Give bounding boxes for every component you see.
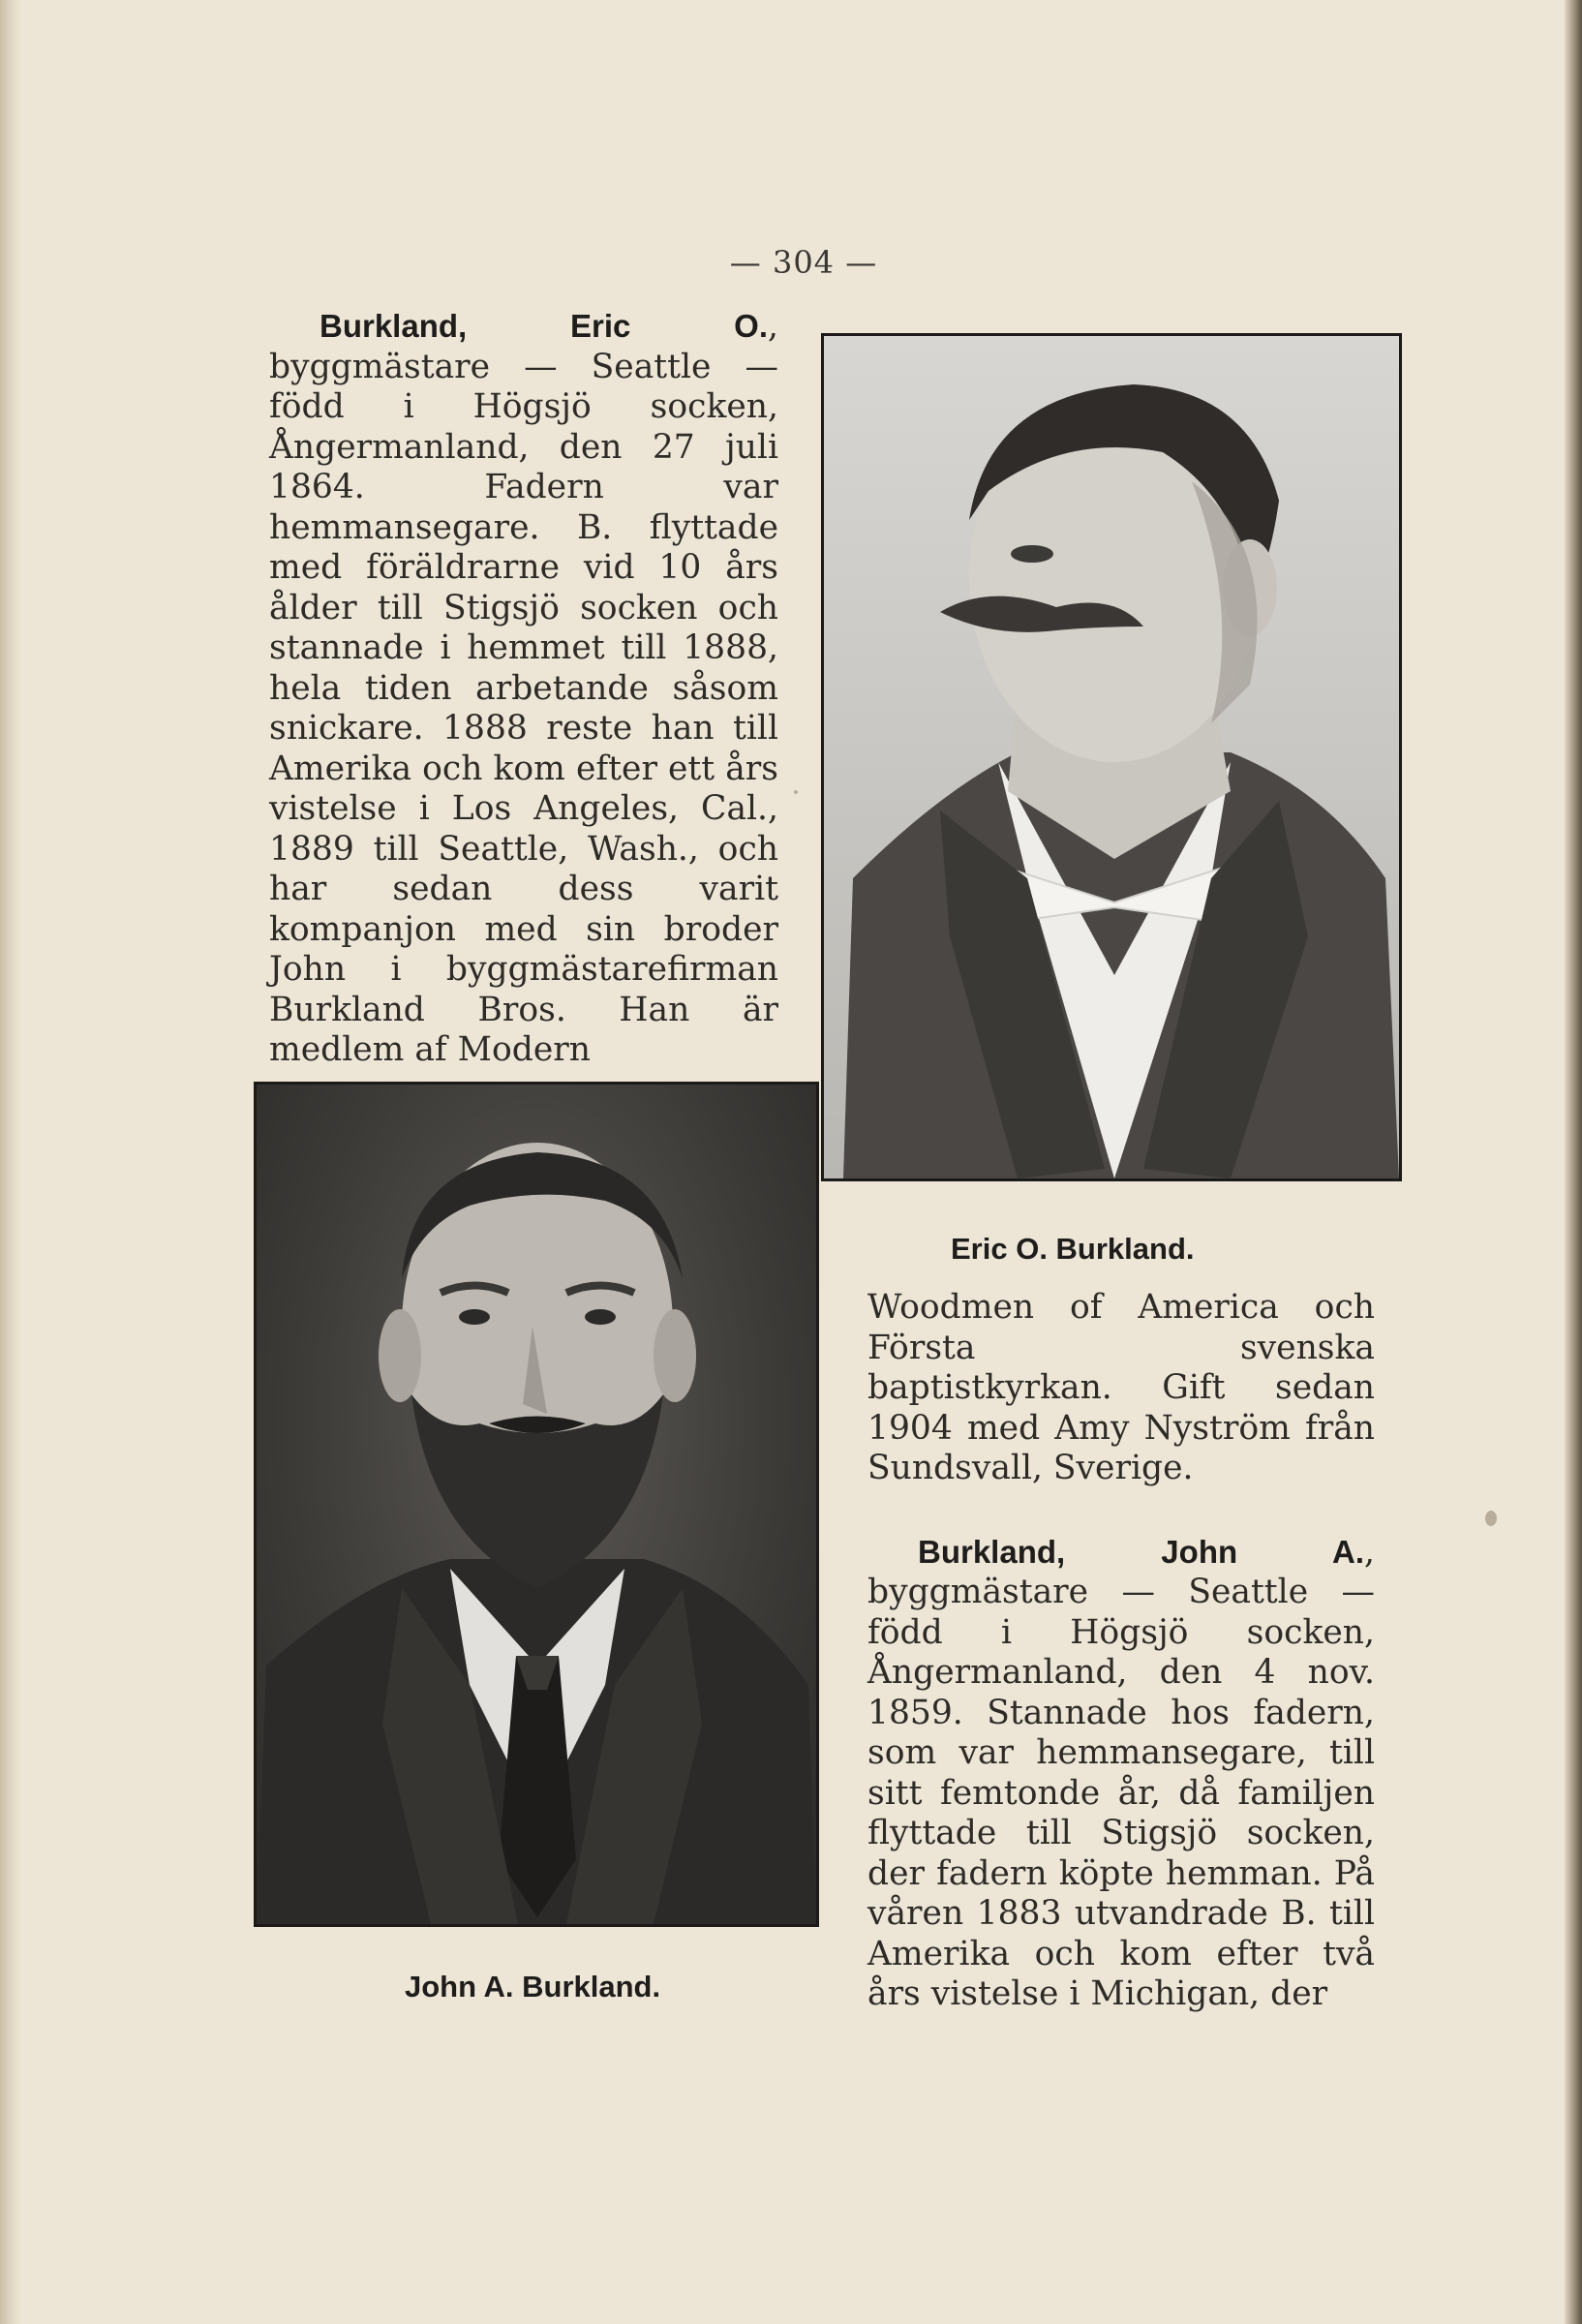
paper-speck: [1485, 1511, 1497, 1526]
right-text-column: [867, 1288, 1375, 2015]
paper-speck: [794, 790, 798, 794]
john-entry-name: Burkland, John A.: [918, 1533, 1365, 1570]
john-portrait-photo: [254, 1082, 819, 1927]
eric-biography-paragraph: [269, 306, 778, 1071]
eric-portrait-illustration: [824, 336, 1399, 1178]
eric-entry-text: , byggmästare — Seattle — född i Högsjö socken, Ångermanland, den 27 juli 1864. Fadern var hemmansegare. B. flyttade med föräldrarne vid 10 års ålder till Stigsjö socken och stannade i hemmet till 1888, hela tiden arbetande såsom snickare. 1888 reste han till Amerika och kom efter ett års vistelse i Los Angeles, Cal., 1889 till Seattle, Wash., och har sedan dess varit kompanjon med sin broder John i byggmästarefirman Burkland Bros. Han är medlem af Modern: [269, 307, 778, 1069]
john-entry-text: , byggmästare — Seattle — född i Högsjö socken, Ångermanland, den 4 nov. 1859. Stannade hos fadern, som var hemmansegare, till sitt femtonde år, då familjen flyttade till Stigsjö socken, der fadern köpte hemman. På våren 1883 utvandrade B. till Amerika och kom efter två års vistelse i Michigan, der: [867, 1532, 1375, 2013]
page-edge: [1565, 0, 1582, 2324]
john-portrait-illustration: [257, 1085, 816, 1924]
binding-shadow: [0, 0, 21, 2324]
eric-portrait-photo: [821, 333, 1402, 1181]
eric-biography-start: [269, 306, 778, 1071]
page-number: — 304 —: [729, 244, 878, 281]
eric-photo-caption: Eric O. Burkland.: [951, 1232, 1195, 1266]
john-biography-paragraph: [867, 1532, 1375, 2015]
eric-biography-continued: Woodmen of America och Första svenska baptistkyrkan. Gift sedan 1904 med Amy Nyström från Sundsvall, Sverige.: [867, 1288, 1375, 1487]
john-photo-caption: John A. Burkland.: [405, 1970, 661, 2003]
eric-entry-name: Burkland, Eric O.: [319, 308, 769, 344]
